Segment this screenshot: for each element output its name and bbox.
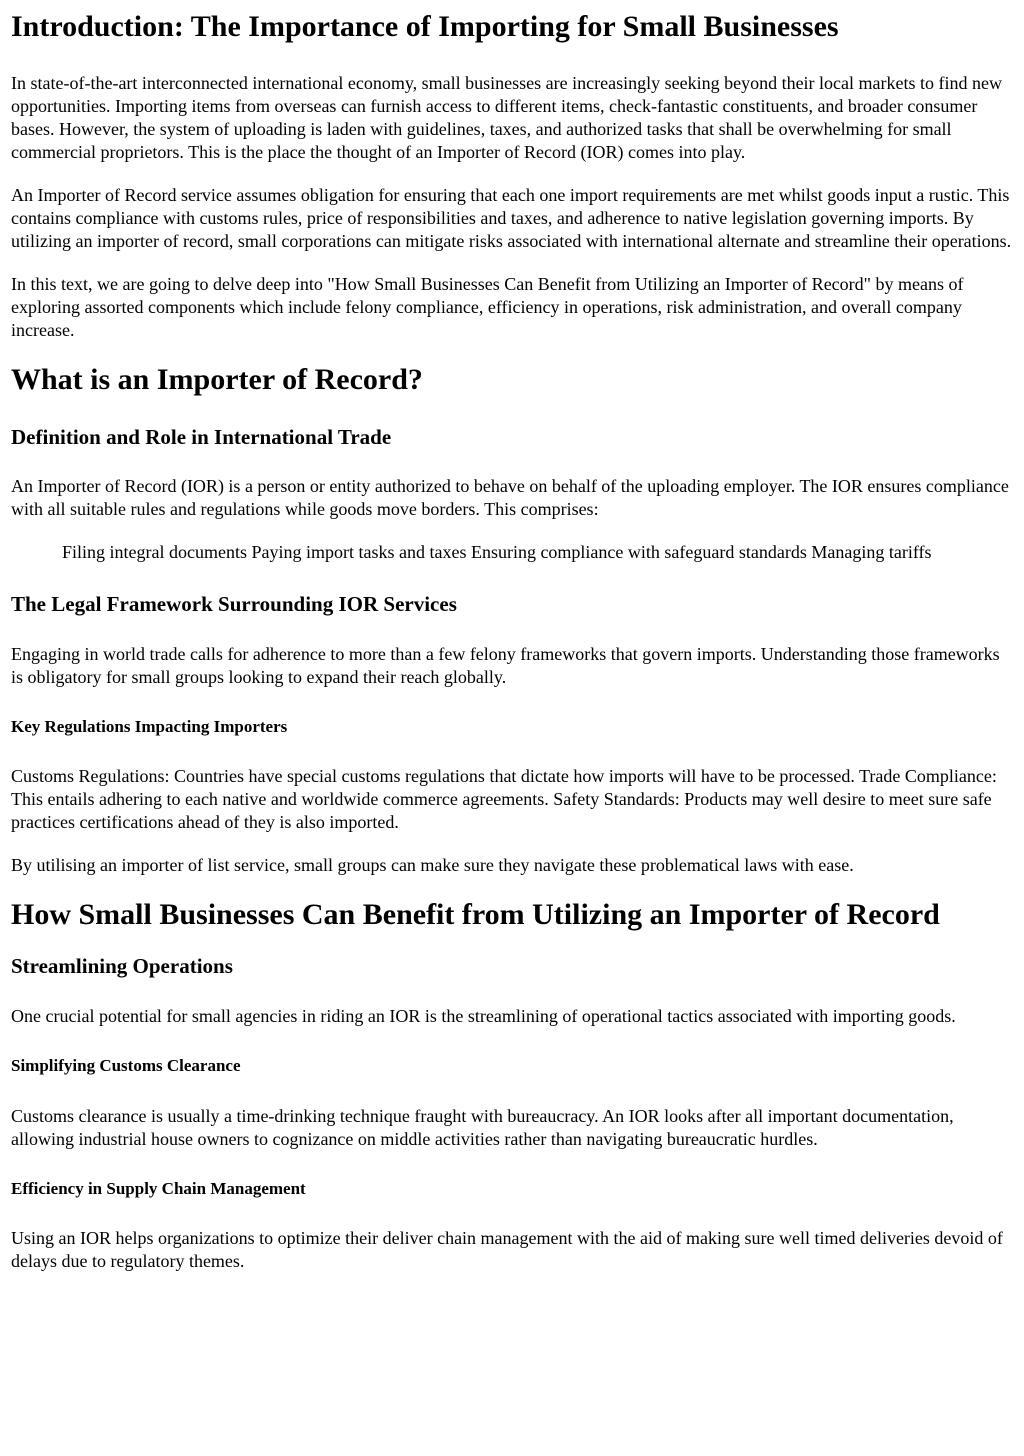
definition-heading: Definition and Role in International Trade: [11, 425, 392, 449]
intro-paragraph-2: An Importer of Record service assumes obligation for ensuring that each one import requirements are met whilst goods input a rustic. This contains compliance with customs rules, price of responsibilities and taxes, and adherence to native legislation governing imports. By utilizing an importer of record, small corporations can mitigate risks associated with international alternate and streamline their operations.: [11, 185, 1012, 251]
intro-paragraph-3: In this text, we are going to delve deep into "How Small Businesses Can Benefit from Utilizing an Importer of Record" by means of exploring assorted components which include felony compliance, efficiency in operations, risk administration, and overall company increase.: [11, 274, 964, 340]
key-regulations-heading: Key Regulations Impacting Importers: [11, 717, 288, 736]
streamlining-paragraph: One crucial potential for small agencies in riding an IOR is the streamlining of operational tactics associated with importing goods.: [11, 1006, 956, 1026]
definition-paragraph: An Importer of Record (IOR) is a person or entity authorized to behave on behalf of the uploading employer. The IOR ensures compliance with all suitable rules and regulations while goods move borders. This comprises:: [11, 476, 1009, 519]
supply-chain-paragraph: Using an IOR helps organizations to optimize their deliver chain management with the aid of making sure well timed deliveries devoid of delays due to regulatory themes.: [11, 1228, 1003, 1271]
what-is-ior-heading: What is an Importer of Record?: [11, 363, 423, 396]
key-regulations-paragraph: Customs Regulations: Countries have special customs regulations that dictate how imports will have to be processed. Trade Compliance: This entails adhering to each native and worldwide commerce agreements. Safety Standards: Products may well desire to meet sure safe practices certifications ahead of they is also imported.: [11, 766, 997, 832]
streamlining-heading: Streamlining Operations: [11, 954, 233, 978]
benefits-heading: How Small Businesses Can Benefit from Utilizing an Importer of Record: [11, 898, 940, 931]
intro-heading: Introduction: The Importance of Importing for Small Businesses: [11, 10, 839, 43]
article: [0, 10, 1024, 1273]
ior-duties-quote: Filing integral documents Paying import tasks and taxes Ensuring compliance with safeguard standards Managing tariffs: [62, 542, 932, 562]
customs-clearance-heading: Simplifying Customs Clearance: [11, 1056, 241, 1075]
legal-framework-heading: The Legal Framework Surrounding IOR Services: [11, 592, 457, 616]
intro-paragraph-1: In state-of-the-art interconnected international economy, small businesses are increasingly seeking beyond their local markets to find new opportunities. Importing items from overseas can furnish access to different items, check-fantastic constituents, and broader consumer bases. However, the system of uploading is laden with guidelines, taxes, and authorized tasks that shall be overwhelming for small commercial proprietors. This is the place the thought of an Importer of Record (IOR) comes into play.: [11, 73, 1002, 162]
customs-clearance-paragraph: Customs clearance is usually a time-drinking technique fraught with bureaucracy. An IOR looks after all important documentation, allowing industrial house owners to cognizance on middle activities rather than navigating bureaucratic hurdles.: [11, 1106, 954, 1149]
key-regulations-paragraph-2: By utilising an importer of list service, small groups can make sure they navigate these problematical laws with ease.: [11, 855, 854, 875]
legal-framework-paragraph: Engaging in world trade calls for adherence to more than a few felony frameworks that govern imports. Understanding those frameworks is obligatory for small groups looking to expand their reach globally.: [11, 644, 1000, 687]
supply-chain-heading: Efficiency in Supply Chain Management: [11, 1179, 306, 1198]
